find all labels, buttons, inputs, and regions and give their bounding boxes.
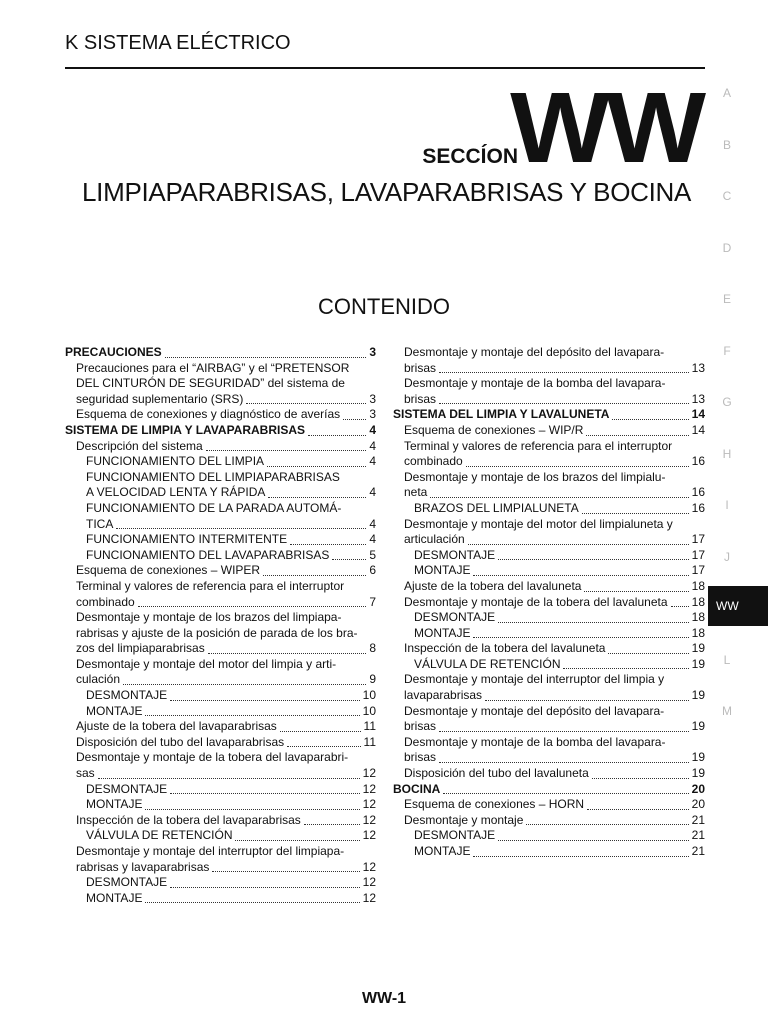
toc-page-number: 4 (369, 438, 376, 453)
toc-entry-text: Desmontaje y montaje (404, 812, 524, 827)
toc-entry[interactable] (393, 672, 705, 688)
toc-entry[interactable] (393, 485, 705, 501)
toc-entry[interactable] (65, 626, 376, 642)
header-rule (65, 67, 705, 69)
toc-page-number: 4 (369, 516, 376, 531)
toc-entry[interactable] (393, 844, 705, 860)
toc-left-column (65, 345, 376, 906)
toc-leader-dots (170, 793, 360, 794)
side-index-tab[interactable]: J (724, 549, 730, 564)
toc-entry[interactable] (393, 719, 705, 735)
toc-entry-text: Precauciones para el “AIRBAG” y el “PRETENSOR (76, 360, 350, 375)
toc-entry[interactable] (65, 828, 376, 844)
toc-page-number: 17 (691, 563, 705, 578)
toc-leader-dots (235, 840, 359, 841)
toc-leader-dots (439, 762, 689, 763)
toc-entry[interactable] (393, 563, 705, 579)
toc-entry-text: Desmontaje y montaje de la bomba del lavapara- (404, 376, 666, 391)
toc-leader-dots (208, 653, 367, 654)
toc-entry[interactable] (65, 610, 376, 626)
section-code: WW (510, 72, 702, 184)
toc-leader-dots (466, 466, 689, 467)
toc-entry[interactable] (393, 470, 705, 486)
toc-entry-text: BRAZOS DEL LIMPIALUNETA (414, 500, 579, 515)
toc-entry-text: Disposición del tubo del lavaluneta (404, 766, 589, 781)
toc-leader-dots (526, 824, 688, 825)
toc-entry-text: DESMONTAJE (414, 547, 496, 562)
toc-entry[interactable] (65, 563, 376, 579)
side-index-tab[interactable]: D (722, 240, 732, 255)
toc-entry[interactable] (65, 672, 376, 688)
toc-page-number: 21 (691, 812, 705, 827)
toc-page-number: 18 (691, 594, 705, 609)
side-index-tab[interactable]: H (722, 446, 732, 461)
toc-leader-dots (145, 902, 359, 903)
toc-page-number: 19 (691, 688, 705, 703)
toc-entry-text: VÁLVULA DE RETENCIÓN (86, 828, 233, 843)
toc-entry-text: brisas (404, 750, 437, 765)
toc-entry-text: brisas (404, 391, 437, 406)
toc-page-number: 11 (363, 719, 376, 734)
toc-heading: CONTENIDO (318, 294, 450, 319)
toc-leader-dots (145, 809, 359, 810)
toc-leader-dots (145, 715, 359, 716)
toc-entry-text: FUNCIONAMIENTO INTERMITENTE (86, 532, 288, 547)
toc-entry-text: Desmontaje y montaje del interruptor del limpia y (404, 672, 665, 687)
toc-page-number: 4 (369, 485, 376, 500)
toc-entry[interactable] (65, 688, 376, 704)
toc-entry[interactable] (65, 704, 376, 720)
toc-page-number: 14 (691, 422, 705, 437)
toc-entry-text: FUNCIONAMIENTO DE LA PARADA AUTOMÁ- (86, 500, 342, 515)
toc-leader-dots (116, 528, 366, 529)
toc-entry[interactable] (393, 548, 705, 564)
toc-entry-text: MONTAJE (86, 890, 143, 905)
toc-leader-dots (439, 731, 689, 732)
toc-entry[interactable] (65, 875, 376, 891)
toc-entry-text: Desmontaje y montaje de los brazos del limpialu- (404, 469, 666, 484)
toc-leader-dots (290, 544, 366, 545)
toc-entry[interactable] (65, 361, 376, 377)
toc-entry-text: Desmontaje y montaje de la tobera del lavaluneta (404, 594, 668, 609)
toc-entry-text: DESMONTAJE (414, 610, 496, 625)
side-index-tab[interactable]: L (723, 652, 731, 667)
toc-page-number: 18 (691, 610, 705, 625)
toc-entry[interactable] (393, 454, 705, 470)
toc-leader-dots (498, 840, 689, 841)
toc-leader-dots (170, 700, 360, 701)
toc-entry-text: brisas (404, 719, 437, 734)
toc-leader-dots (443, 793, 688, 794)
toc-page-number: 19 (691, 641, 705, 656)
toc-entry[interactable] (393, 766, 705, 782)
toc-page-number: 12 (362, 875, 376, 890)
toc-leader-dots (304, 824, 360, 825)
side-index-tab[interactable]: M (722, 704, 732, 718)
toc-entry-text: Descripción del sistema (76, 438, 203, 453)
toc-entry[interactable] (393, 750, 705, 766)
toc-leader-dots (267, 466, 366, 467)
toc-leader-dots (165, 357, 367, 358)
toc-page-number: 6 (369, 563, 376, 578)
toc-entry[interactable] (65, 532, 376, 548)
toc-entry-text: rabrisas y ajuste de la posición de parada de los bra- (76, 625, 358, 640)
toc-entry-text: Desmontaje y montaje de los brazos del limpiapa- (76, 610, 342, 625)
toc-entry-text: Esquema de conexiones – HORN (404, 797, 585, 812)
toc-entry-text: DESMONTAJE (86, 781, 168, 796)
toc-page-number: 7 (369, 594, 376, 609)
toc-page-number: 21 (691, 844, 705, 858)
toc-entry-text: Terminal y valores de referencia para el interruptor (404, 438, 673, 453)
toc-leader-dots (206, 450, 367, 451)
toc-entry-text: Ajuste de la tobera del lavaluneta (404, 578, 582, 593)
toc-leader-dots (123, 684, 366, 685)
toc-page-number: 18 (691, 578, 705, 593)
toc-leader-dots (343, 419, 366, 420)
toc-page-number: 13 (691, 360, 705, 375)
toc-entry-text: A VELOCIDAD LENTA Y RÁPIDA (86, 485, 266, 500)
toc-page-number: 3 (369, 391, 376, 406)
toc-leader-dots (498, 559, 689, 560)
toc-entry[interactable] (393, 610, 705, 626)
toc-entry-text: Ajuste de la tobera del lavaparabrisas (76, 719, 277, 734)
toc-leader-dots (485, 700, 689, 701)
toc-leader-dots (280, 731, 361, 732)
toc-leader-dots (473, 637, 688, 638)
toc-page-number: 12 (362, 797, 376, 812)
toc-entry-text: DESMONTAJE (86, 688, 168, 703)
side-index-tab[interactable]: G (722, 395, 732, 409)
toc-page-number: 4 (369, 422, 376, 437)
toc-page-number: 21 (691, 828, 705, 843)
toc-page-number: 16 (691, 454, 705, 469)
toc-page-number: 19 (691, 766, 705, 781)
toc-entry[interactable] (65, 891, 376, 907)
toc-entry[interactable] (65, 641, 376, 657)
toc-entry-text: MONTAJE (414, 844, 471, 858)
toc-entry-text: FUNCIONAMIENTO DEL LIMPIA (86, 454, 265, 469)
toc-entry-text: Desmontaje y montaje de la bomba del lavapara- (404, 734, 666, 749)
toc-entry[interactable] (393, 626, 705, 642)
toc-leader-dots (268, 497, 366, 498)
toc-entry[interactable] (393, 361, 705, 377)
toc-entry-text: MONTAJE (414, 625, 471, 640)
toc-leader-dots (582, 513, 689, 514)
toc-entry[interactable] (393, 423, 705, 439)
toc-page-number: 19 (691, 719, 705, 734)
toc-entry[interactable] (65, 735, 376, 751)
toc-page-number: 3 (369, 407, 376, 422)
side-index-active-tab[interactable]: WW (708, 586, 768, 626)
toc-entry-text: DESMONTAJE (86, 875, 168, 890)
toc-entry[interactable] (65, 345, 376, 361)
toc-entry-text: Terminal y valores de referencia para el interruptor (76, 578, 345, 593)
toc-entry-text: Desmontaje y montaje del motor del limpia y arti- (76, 656, 337, 671)
toc-entry[interactable] (65, 797, 376, 813)
toc-entry[interactable] (393, 376, 705, 392)
toc-entry[interactable] (393, 517, 705, 533)
toc-entry[interactable] (393, 439, 705, 455)
toc-entry-text: Desmontaje y montaje del motor del limpialuneta y (404, 516, 673, 531)
toc-entry[interactable] (65, 595, 376, 611)
toc-leader-dots (586, 435, 688, 436)
toc-page-number: 20 (691, 797, 705, 812)
toc-page-number: 3 (369, 345, 376, 359)
toc-entry[interactable] (65, 517, 376, 533)
toc-page-number: 13 (691, 391, 705, 406)
toc-leader-dots (468, 544, 689, 545)
toc-entry-text: SISTEMA DE LIMPIA Y LAVAPARABRISAS (65, 422, 306, 437)
toc-page-number: 16 (691, 485, 705, 500)
toc-entry[interactable] (65, 423, 376, 439)
toc-entry[interactable] (65, 782, 376, 798)
side-index-tab[interactable]: B (722, 137, 731, 152)
toc-entry-text: Esquema de conexiones – WIP/R (404, 422, 584, 437)
toc-entry-text: FUNCIONAMIENTO DEL LAVAPARABRISAS (86, 547, 330, 562)
toc-page-number: 19 (691, 656, 705, 671)
toc-entry[interactable] (65, 407, 376, 423)
toc-page-number: 4 (369, 454, 376, 469)
toc-entry-text: neta (404, 485, 428, 500)
toc-page-number: 18 (691, 625, 705, 640)
toc-entry[interactable] (393, 797, 705, 813)
toc-leader-dots (439, 372, 689, 373)
toc-page-number: 19 (691, 750, 705, 765)
toc-leader-dots (98, 778, 360, 779)
toc-entry[interactable] (393, 392, 705, 408)
toc-entry-text: Desmontaje y montaje del depósito del lavapara- (404, 703, 665, 718)
toc-leader-dots (430, 497, 688, 498)
toc-entry[interactable] (65, 579, 376, 595)
toc-leader-dots (498, 622, 689, 623)
toc-entry[interactable] (393, 657, 705, 673)
toc-entry-text: Inspección de la tobera del lavaluneta (404, 641, 606, 656)
toc-entry-text: seguridad suplementario (SRS) (76, 391, 244, 406)
toc-entry[interactable] (393, 735, 705, 751)
toc-entry[interactable] (65, 844, 376, 860)
toc-entry[interactable] (393, 813, 705, 829)
toc-page-number: 10 (362, 688, 376, 703)
toc-entry[interactable] (65, 657, 376, 673)
toc-entry-text: DEL CINTURÓN DE SEGURIDAD” del sistema de (76, 376, 345, 391)
toc-entry[interactable] (65, 548, 376, 564)
toc-leader-dots (332, 559, 366, 560)
toc-leader-dots (473, 856, 688, 857)
side-index-tab[interactable]: C (722, 189, 732, 203)
toc-leader-dots (671, 606, 689, 607)
toc-entry[interactable] (65, 454, 376, 470)
toc-entry-text: FUNCIONAMIENTO DEL LIMPIAPARABRISAS (86, 469, 340, 484)
toc-entry-text: sas (76, 766, 95, 781)
toc-page-number: 17 (691, 547, 705, 562)
toc-entry[interactable] (65, 813, 376, 829)
toc-leader-dots (138, 606, 367, 607)
toc-leader-dots (608, 653, 688, 654)
toc-entry-text: combinado (404, 454, 463, 469)
toc-entry-text: culación (76, 672, 121, 687)
side-index-tab[interactable]: E (722, 292, 731, 306)
toc-entry[interactable] (65, 860, 376, 876)
toc-page-number: 12 (362, 781, 376, 796)
toc-leader-dots (170, 887, 360, 888)
toc-entry-text: Desmontaje y montaje del interruptor del limpiapa- (76, 844, 345, 858)
toc-entry-text: zos del limpiaparabrisas (76, 641, 205, 656)
toc-leader-dots (563, 668, 688, 669)
toc-leader-dots (246, 403, 366, 404)
toc-page-number: 20 (691, 781, 705, 796)
toc-entry-text: MONTAJE (414, 563, 471, 578)
toc-page-number: 17 (691, 532, 705, 547)
side-index-tab[interactable]: F (723, 343, 731, 358)
toc-leader-dots (584, 591, 688, 592)
toc-entry[interactable] (65, 470, 376, 486)
toc-entry[interactable] (393, 345, 705, 361)
toc-entry-text: Desmontaje y montaje del depósito del lavapara- (404, 345, 665, 359)
toc-page-number: 12 (362, 859, 376, 874)
section-label: SECCÍON (422, 145, 518, 168)
page-number: WW-1 (361, 990, 407, 1007)
toc-leader-dots (439, 403, 689, 404)
toc-leader-dots (263, 575, 366, 576)
toc-entry[interactable] (65, 485, 376, 501)
toc-entry[interactable] (393, 501, 705, 517)
toc-page-number: 16 (691, 500, 705, 515)
toc-right-column (393, 345, 705, 860)
toc-leader-dots (308, 435, 366, 436)
toc-entry-text: Desmontaje y montaje de la tobera del lavaparabri- (76, 750, 349, 765)
header-title: K SISTEMA ELÉCTRICO (65, 32, 291, 54)
toc-entry[interactable] (393, 688, 705, 704)
toc-entry[interactable] (65, 392, 376, 408)
toc-leader-dots (212, 871, 359, 872)
toc-entry-text: Disposición del tubo del lavaparabrisas (76, 734, 285, 749)
toc-entry[interactable] (393, 704, 705, 720)
toc-entry-text: rabrisas y lavaparabrisas (76, 859, 210, 874)
toc-entry-text: combinado (76, 594, 135, 609)
toc-page-number: 12 (362, 812, 376, 827)
toc-leader-dots (473, 575, 688, 576)
toc-entry[interactable] (65, 376, 376, 392)
toc-page-number: 12 (362, 828, 376, 843)
toc-entry-text: BOCINA (393, 781, 441, 796)
toc-entry-text: MONTAJE (86, 797, 143, 812)
toc-entry[interactable] (393, 828, 705, 844)
toc-entry[interactable] (393, 579, 705, 595)
toc-entry[interactable] (65, 750, 376, 766)
toc-entry-text: brisas (404, 360, 437, 375)
toc-page-number: 14 (691, 407, 705, 422)
toc-leader-dots (612, 419, 688, 420)
toc-page-number: 5 (369, 547, 376, 562)
toc-page-number: 12 (362, 766, 376, 781)
toc-page-number: 12 (362, 890, 376, 905)
toc-page-number: 4 (369, 532, 376, 547)
side-index-tab[interactable]: A (722, 86, 731, 100)
toc-entry[interactable] (65, 501, 376, 517)
toc-entry-text: SISTEMA DEL LIMPIA Y LAVALUNETA (393, 407, 610, 422)
toc-entry-text: articulación (404, 532, 465, 547)
toc-entry-text: lavaparabrisas (404, 688, 483, 703)
toc-entry[interactable] (65, 439, 376, 455)
toc-leader-dots (592, 778, 689, 779)
toc-entry[interactable] (393, 641, 705, 657)
side-index-tab[interactable]: I (725, 498, 729, 512)
section-title: LIMPIAPARABRISAS, LAVAPARABRISAS Y BOCINA (82, 177, 692, 207)
toc-page-number: 10 (362, 703, 376, 718)
toc-entry[interactable] (65, 766, 376, 782)
toc-entry-text: MONTAJE (86, 703, 143, 718)
toc-page-number: 9 (369, 672, 376, 687)
toc-entry-text: Esquema de conexiones y diagnóstico de averías (76, 407, 341, 422)
toc-page-number: 8 (369, 641, 376, 656)
toc-entry[interactable] (393, 595, 705, 611)
toc-page-number: 11 (363, 734, 376, 749)
toc-entry-text: VÁLVULA DE RETENCIÓN (414, 656, 561, 671)
toc-entry-text: TICA (86, 516, 114, 531)
toc-entry-text: PRECAUCIONES (65, 345, 162, 359)
toc-entry-text: Esquema de conexiones – WIPER (76, 563, 261, 578)
toc-entry-text: Inspección de la tobera del lavaparabrisas (76, 812, 301, 827)
toc-entry-text: DESMONTAJE (414, 828, 496, 843)
toc-entry[interactable] (393, 407, 705, 423)
toc-leader-dots (287, 746, 360, 747)
toc-entry[interactable] (393, 782, 705, 798)
toc-leader-dots (587, 809, 689, 810)
toc-entry[interactable] (65, 719, 376, 735)
toc-entry[interactable] (393, 532, 705, 548)
